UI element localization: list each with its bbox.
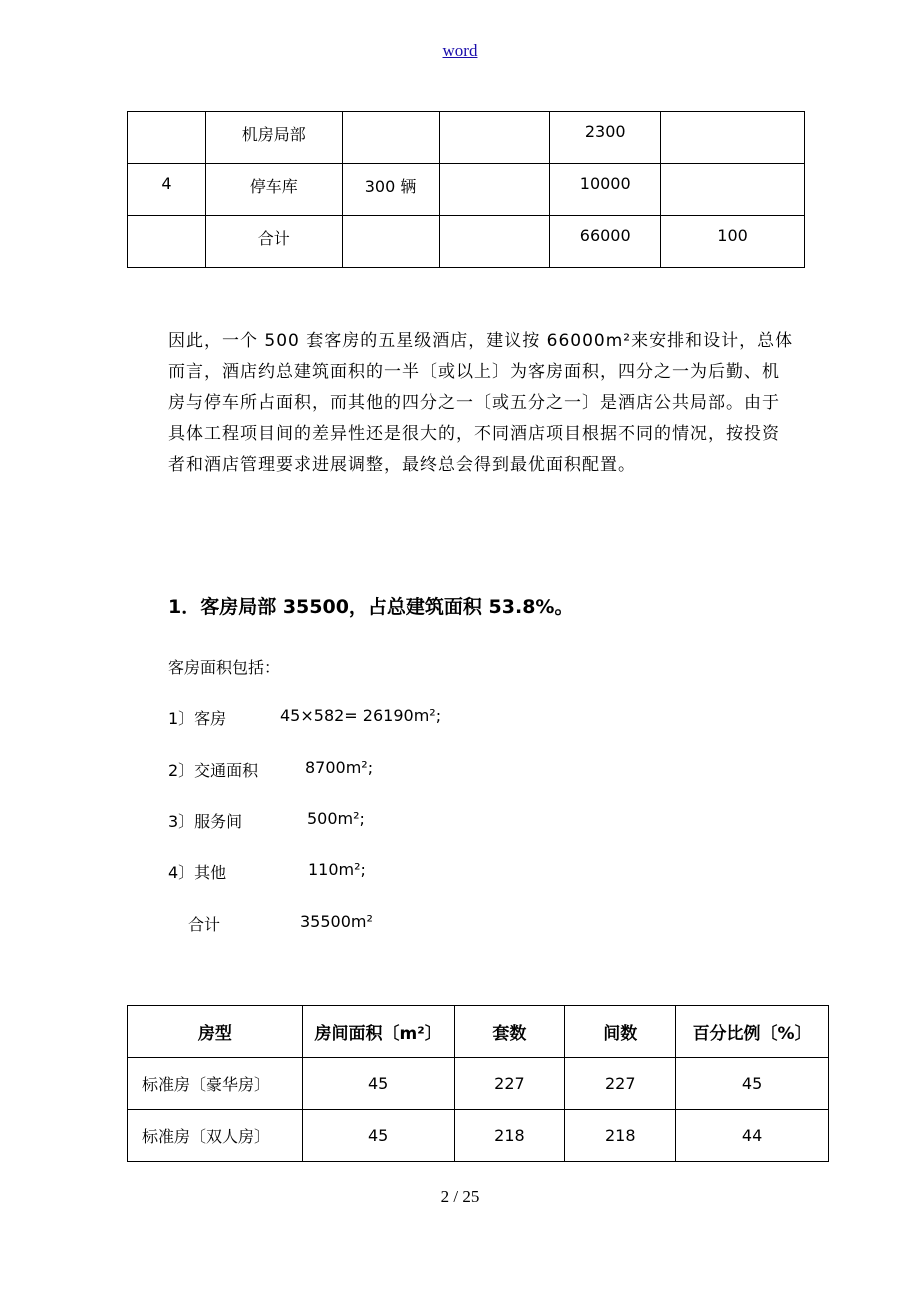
body-paragraph: 因此，一个 500 套客房的五星级酒店，建议按 66000m²来安排和设计，总体而言，酒店约总建筑面积的一半〔或以上〕为客房面积，四分之一为后勤、机房与停车所占面积，而其他的四分之一〔或五分之一〕是酒店公共局部。由于具体工程项目间的差异性还是很大的，不同酒店项目根据不同的情况，按投资者和酒店管理要求进展调整，最终总会得到最优面积配置。	[168, 331, 794, 475]
table-row	[128, 164, 805, 216]
table-cell: 218	[454, 1110, 565, 1162]
room-type-table	[127, 1005, 829, 1162]
table-cell	[128, 216, 206, 268]
table-cell: 10000	[550, 164, 661, 216]
table-cell: 66000	[550, 216, 661, 268]
table-cell	[439, 164, 550, 216]
table-cell: 218	[565, 1110, 676, 1162]
list-item-label: 3〕服务间	[168, 812, 243, 831]
table-cell: 停车库	[205, 164, 342, 216]
list-item-value: 110m²;	[308, 860, 366, 879]
table-cell: 机房局部	[205, 112, 342, 164]
list-item-value: 500m²;	[307, 809, 365, 828]
table-cell	[661, 164, 805, 216]
total-label: 合计	[188, 915, 221, 934]
table-cell: 标准房〔豪华房〕	[128, 1058, 303, 1110]
table-cell	[128, 112, 206, 164]
list-item-label: 2〕交通面积	[168, 761, 259, 780]
section-heading: 1．客房局部 35500，占总建筑面积 53.8%。	[168, 596, 574, 618]
table-cell: 4	[128, 164, 206, 216]
table-cell: 45	[302, 1058, 454, 1110]
table-cell: 标准房〔双人房〕	[128, 1110, 303, 1162]
table-header-cell: 百分比例〔%〕	[676, 1006, 829, 1058]
table-header-cell: 间数	[565, 1006, 676, 1058]
list-item-value: 45×582= 26190m²;	[280, 706, 442, 725]
section-intro: 客房面积包括：	[168, 658, 281, 677]
page-number: 2 / 25	[440, 1187, 480, 1206]
table-cell: 227	[565, 1058, 676, 1110]
table-cell	[342, 112, 439, 164]
table-cell: 合计	[205, 216, 342, 268]
table-cell	[439, 112, 550, 164]
table-row	[128, 1058, 829, 1110]
table-cell: 227	[454, 1058, 565, 1110]
table-cell	[661, 112, 805, 164]
table-row	[128, 216, 805, 268]
area-summary-table	[127, 111, 805, 268]
list-item-label: 1〕客房	[168, 709, 227, 728]
total-value: 35500m²	[300, 912, 373, 931]
table-cell	[439, 216, 550, 268]
table-cell: 2300	[550, 112, 661, 164]
header-word-link[interactable]: word	[442, 41, 478, 60]
table-cell: 44	[676, 1110, 829, 1162]
table-cell: 100	[661, 216, 805, 268]
table-header-cell: 房间面积〔m²〕	[302, 1006, 454, 1058]
table-cell: 300 辆	[342, 164, 439, 216]
table-header-cell: 房型	[128, 1006, 303, 1058]
list-item-label: 4〕其他	[168, 863, 227, 882]
table-row	[128, 112, 805, 164]
list-item-value: 8700m²;	[305, 758, 374, 777]
table-row	[128, 1110, 829, 1162]
table-cell	[342, 216, 439, 268]
table-cell: 45	[676, 1058, 829, 1110]
table-header-cell: 套数	[454, 1006, 565, 1058]
table-cell: 45	[302, 1110, 454, 1162]
table-header-row	[128, 1006, 829, 1058]
